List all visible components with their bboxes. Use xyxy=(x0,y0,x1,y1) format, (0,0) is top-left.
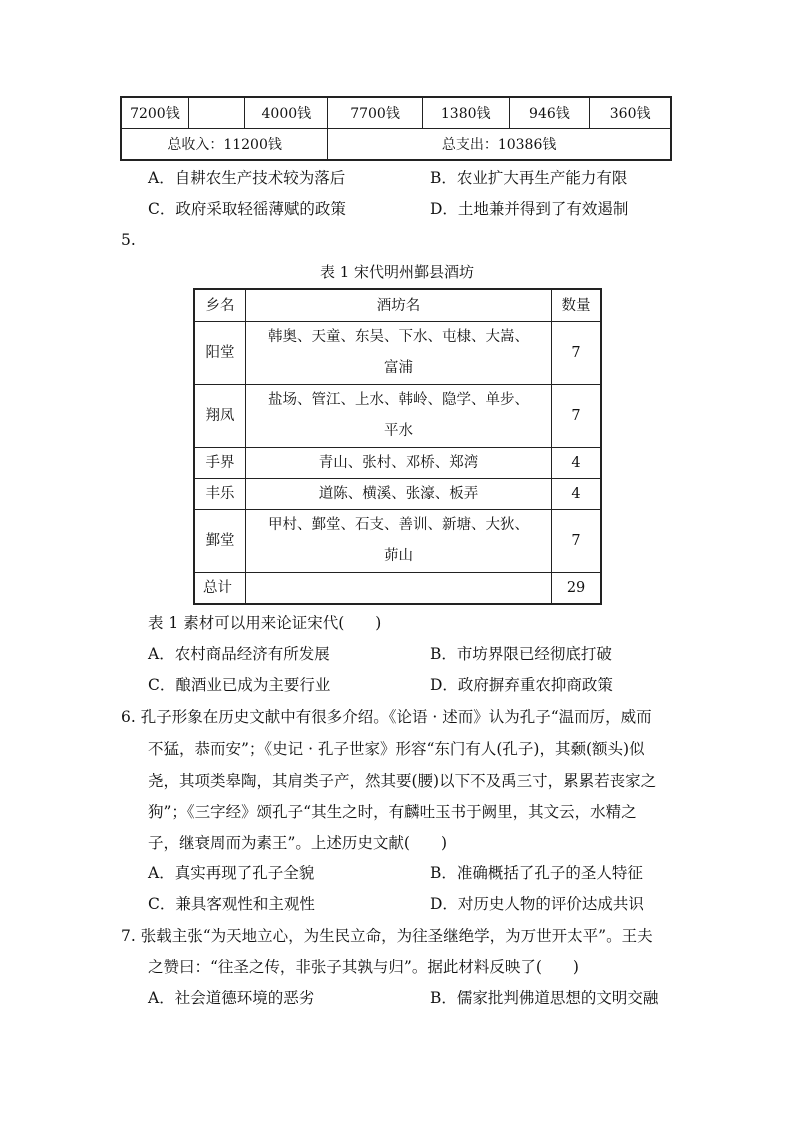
q7-stem-line: 之赞曰：“往圣之传，非张子其孰与归”。据此材料反映了( ) xyxy=(148,958,579,976)
q6-stem-line: 子，继衰周而为素王”。上述历史文献( ) xyxy=(148,834,448,852)
q5-option-c: C．酿酒业已成为主要行业 xyxy=(148,676,331,694)
q6-stem-line: 狗”；《三字经》颂孔子“其生之时，有麟吐玉书于阙里，其文云，水精之 xyxy=(148,803,637,821)
table-cell: 4000钱 xyxy=(245,97,328,129)
q5-stem: 表 1 素材可以用来论证宋代( ) xyxy=(148,614,382,632)
shop-names: 道陈、横溪、张濠、板弄 xyxy=(245,479,551,510)
table-row xyxy=(194,322,601,385)
budget-table xyxy=(120,96,672,161)
q7-option-b: B．儒家批判佛道思想的文明交融 xyxy=(430,989,659,1007)
town-name: 翔凤 xyxy=(194,385,245,448)
q4-option-d: D．土地兼并得到了有效遏制 xyxy=(430,200,629,218)
table-cell: 360钱 xyxy=(590,97,671,129)
total-label: 总计 xyxy=(194,573,245,605)
q5-number: 5. xyxy=(121,231,136,249)
town-name: 阳堂 xyxy=(194,322,245,385)
town-name: 丰乐 xyxy=(194,479,245,510)
total-value: 29 xyxy=(552,573,601,605)
table-row xyxy=(194,385,601,448)
shop-names-line: 平水 xyxy=(383,423,413,439)
table-header-row xyxy=(194,289,601,322)
q4-option-c: C．政府采取轻徭薄赋的政策 xyxy=(148,200,346,218)
shop-names-line: 盐场、管江、上水、韩岭、隐学、单步、 xyxy=(267,392,529,408)
header-town: 乡名 xyxy=(194,289,245,322)
q6-option-a: A．真实再现了孔子全貌 xyxy=(148,864,315,882)
shop-names-line: 甲村、鄞堂、石支、善训、新塘、大狄、 xyxy=(267,517,529,533)
total-empty xyxy=(245,573,551,605)
header-shop: 酒坊名 xyxy=(245,289,551,322)
shop-names-line: 茆山 xyxy=(383,548,413,564)
shop-names xyxy=(245,510,551,573)
table-row xyxy=(194,510,601,573)
total-income: 总收入：11200钱 xyxy=(121,129,328,161)
table-cell: 7200钱 xyxy=(121,97,188,129)
table-row xyxy=(194,479,601,510)
table-cell: 946钱 xyxy=(509,97,590,129)
shop-count: 4 xyxy=(552,448,601,479)
q5-option-d: D．政府摒弃重农抑商政策 xyxy=(430,676,613,694)
q6-option-b: B．准确概括了孔子的圣人特征 xyxy=(430,864,643,882)
table-row xyxy=(121,97,671,129)
shop-names-line: 富浦 xyxy=(383,360,413,376)
header-count: 数量 xyxy=(552,289,601,322)
total-expense: 总支出：10386钱 xyxy=(328,129,671,161)
table-row xyxy=(194,448,601,479)
q4-option-b: B．农业扩大再生产能力有限 xyxy=(430,169,628,187)
q7-stem-line: 7. 张载主张“为天地立心，为生民立命，为往圣继绝学，为万世开太平”。王夫 xyxy=(121,927,653,945)
shop-names xyxy=(245,322,551,385)
q5-option-b: B．市坊界限已经彻底打破 xyxy=(430,645,612,663)
q6-option-d: D．对历史人物的评价达成共识 xyxy=(430,895,644,913)
q6-stem-line: 尧，其项类皋陶，其肩类子产，然其要(腰)以下不及禹三寸，累累若丧家之 xyxy=(148,772,657,790)
shop-names: 青山、张村、邓桥、郑湾 xyxy=(245,448,551,479)
shop-names xyxy=(245,385,551,448)
table-cell xyxy=(188,97,245,129)
table-total-row xyxy=(194,573,601,605)
town-name: 手界 xyxy=(194,448,245,479)
shop-count: 7 xyxy=(552,510,601,573)
shop-count: 4 xyxy=(552,479,601,510)
town-name: 鄞堂 xyxy=(194,510,245,573)
q4-option-a: A．自耕农生产技术较为落后 xyxy=(148,169,346,187)
shop-names-line: 韩奥、天童、东吴、下水、屯棣、大嵩、 xyxy=(267,329,529,345)
q5-option-a: A．农村商品经济有所发展 xyxy=(148,645,330,663)
q6-stem-line: 6. 孔子形象在历史文献中有很多介绍。《论语 · 述而》认为孔子“温而厉，威而 xyxy=(121,708,652,726)
table-cell: 7700钱 xyxy=(328,97,423,129)
shop-count: 7 xyxy=(552,385,601,448)
wine-shop-table xyxy=(193,288,602,605)
table-title: 表 1 宋代明州鄞县酒坊 xyxy=(319,263,475,281)
q6-option-c: C．兼具客观性和主观性 xyxy=(148,895,315,913)
shop-count: 7 xyxy=(552,322,601,385)
q6-stem-line: 不猛，恭而安”；《史记 · 孔子世家》形容“东门有人(孔子)，其颡(额头)似 xyxy=(148,740,645,758)
q7-option-a: A．社会道德环境的恶劣 xyxy=(148,989,315,1007)
table-cell: 1380钱 xyxy=(422,97,509,129)
table-row xyxy=(121,129,671,161)
